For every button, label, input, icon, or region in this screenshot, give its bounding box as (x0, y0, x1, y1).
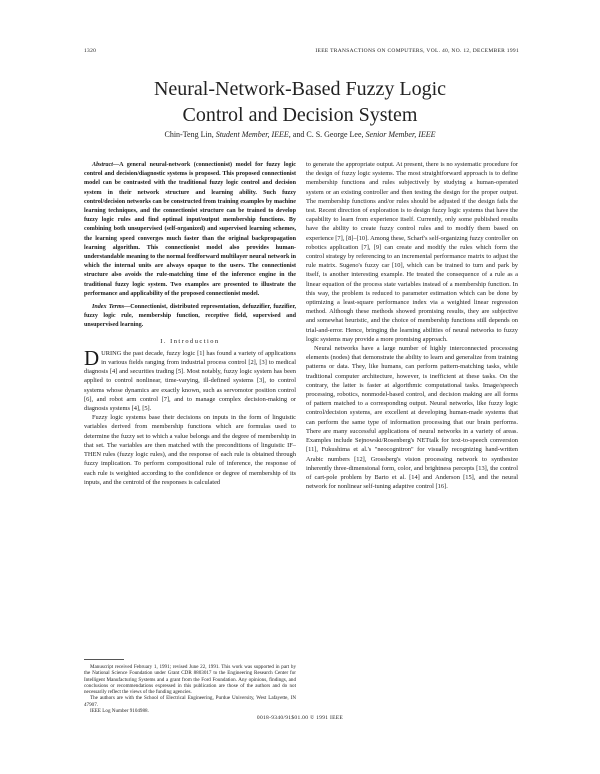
journal-header: IEEE TRANSACTIONS ON COMPUTERS, VOL. 40, NO. 12, DECEMBER 1991 (315, 48, 519, 54)
left-column (84, 161, 296, 487)
author-2-name: C. S. George Lee, (306, 130, 364, 139)
index-terms (84, 303, 296, 331)
footnote (84, 664, 296, 714)
author-conjunction: and (292, 130, 305, 139)
author-1-role: Student Member, IEEE, (215, 130, 291, 139)
author-2-role: Senior Member, IEEE (365, 130, 436, 139)
paper-title (0, 76, 600, 128)
abstract-text: A general neural-network (connectionist) model for fuzzy logic control and decision/diagnostic systems is proposed. This proposed connectionist model can be contrasted with the traditional fuzzy logic control and decision system in their network structure and learning ability. Such fuzzy control/decision networks can be constructed from training examples by machine learning techniques, and the connectionist structure can be trained to develop fuzzy logic rules and find optimal input/output membership functions. By combining both unsupervised (self-organized) and supervised learning schemes, the learning speed converges much faster than the original backpropagation learning algorithm. This connectionist model also provides human-understandable meaning to the normal feedforward multilayer neural network in which the internal units are always opaque to the users. The connectionist structure also avoids the rule-matching time of the inference engine in the traditional fuzzy logic system. Two examples are presented to illustrate the performance and applicability of the proposed connectionist model. (84, 162, 296, 297)
footnote-rule (84, 659, 124, 660)
copyright-footer: 0018-9340/91$01.00 © 1991 IEEE (256, 715, 344, 721)
author-line (0, 130, 600, 139)
intro-paragraph-2: Fuzzy logic systems base their decisions on inputs in the form of linguistic variables derived from membership functions which are formulas used to determine the fuzzy set to which a value belongs and the degree of membership in that set. The variables are then matched with the preconditions of linguistic IF–THEN rules (fuzzy logic rules), and the response of each rule is obtained through fuzzy implication. To perform compositional rule of inference, the response of each rule is weighted according to the confidence or degree of membership of its inputs, and the centroid of the responses is calculated (84, 414, 296, 486)
index-terms-text: Connectionist, distributed representation, defuzzifier, fuzzifier, fuzzy logic rule, membership function, receptive field, supervised and unsupervised learning. (84, 304, 297, 329)
section-heading: I. Introduction (160, 337, 220, 345)
right-column (306, 160, 518, 491)
footnote-manuscript: Manuscript received February 1, 1991; revised June 22, 1991. This work was supported in part by the National Science Foundation under Grant CDR 8803017 to the Engineering Research Center for Intelligent Manufacturing Systems and a grant from the Ford Foundation. Any opinions, findings, and conclusions or recommendations expressed in this publication are those of the authors and do not necessarily reflect the views of the funding agencies. (84, 664, 296, 696)
right-paragraph-1: to generate the appropriate output. At present, there is no systematic procedure for the design of fuzzy logic systems. The most straightforward approach is to define membership functions and rules subjectively by studying a human-operated system or an existing controller and then testing the design for the proper output. The membership functions and/or rules should be adjusted if the design fails the test. Recent direction of exploration is to design fuzzy logic systems that have the capability to learn from experience itself. Currently, only some published results have the ability to create fuzzy control rules and to modify them based on experience [7], [8]–[10]. Among these, Scharf's self-organizing fuzzy controller on robotics application [7], [9] can create and modify the rules which form the control strategy by referencing to an incremental performance matrix to adjust the rule matrix. Sugeno's fuzzy car [10], which can be trained to turn and park by itself, is another interesting example. He treated the consequence of a rule as a linear equation of the process state variables instead of a membership function. In this way, the problem is reduced to parameter estimation which can be done by optimizing a least-square performance index via a weighted linear regression method. Although these methods showed promising results, they are subjective and somewhat heuristic, and the choice of membership functions still depends on trial-and-error. Hence, bringing the learning abilities of neural networks to fuzzy logic systems may provide a more promising approach. (306, 161, 518, 343)
title-line-2: Control and Decision System (182, 104, 418, 126)
abstract-label: Abstract— (92, 162, 120, 168)
author-1-name: Chin-Teng Lin, (164, 130, 214, 139)
footnote-log-number: IEEE Log Number 9104988. (90, 708, 149, 715)
intro-paragraph-1 (84, 345, 296, 413)
title-line-1: Neural-Network-Based Fuzzy Logic (153, 78, 447, 100)
page-number: 1320 (84, 48, 97, 54)
right-paragraph-2: Neural networks have a large number of highly interconnected processing elements (nodes) that demonstrate the ability to learn and generalize from training patterns or data. They, like humans, can perform pattern-matching tasks, while traditional computer architecture, however, is inefficient at these tasks. On the contrary, the latter is faster at algorithmic computational tasks. Image/speech processing, robotics, nonmodel-based control, and decision making are all forms of pattern matched to a corresponding output. Neural networks, like fuzzy logic control/decision systems, are excellent at developing human-made systems that can perform the same type of information processing that our brain performs. There are many successful applications of neural networks in a variety of areas. Examples include Sejnowski/Rosenberg's NETtalk for text-to-speech conversion [11], Fukushima et al.'s "neocognitron" for visually recognizing hand-written Arabic numbers [12], Grossberg's vision processing network to synthesize inherently three-dimensional form, color, and brightness percepts [13], the control of cart-pole problem by Barto et al. [14] and Anderson [15], and the neural network for nonlinear self-tuning adaptive control [16]. (306, 345, 518, 491)
drop-cap: D (84, 345, 100, 370)
footnote-affiliation: The authors are with the School of Electrical Engineering, Purdue University, West Lafayette, IN 47907. (84, 695, 296, 708)
abstract (84, 161, 296, 299)
intro-paragraph-1-text: URING the past decade, fuzzy logic [1] has found a variety of applications in various fields ranging from industrial process control [2], [3] to medical diagnosis [4] and securities trading [5]. Most notably, fuzzy logic system has been applied to control nonlinear, time-varying, ill-defined systems [3], to control systems whose dynamics are exactly known, such as servomotor position control [6], and robot arm control [7], and to manage complex decision-making or diagnosis systems [4], [5]. (84, 349, 296, 413)
index-terms-label: Index Terms— (92, 304, 131, 311)
